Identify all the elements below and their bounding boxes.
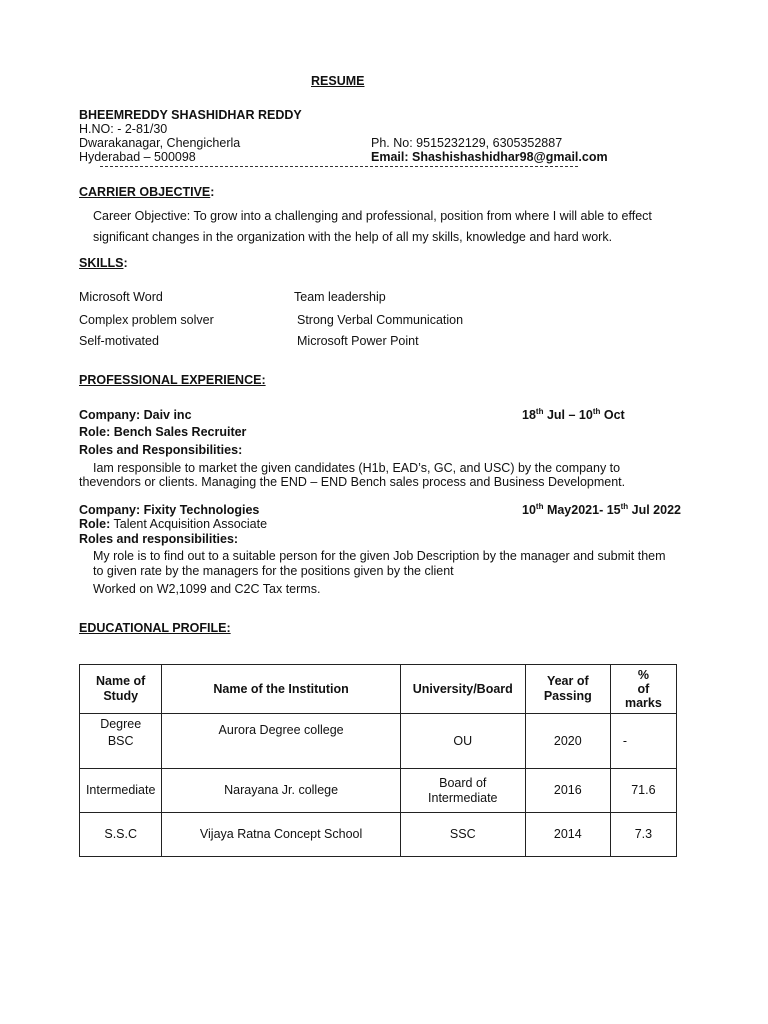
table-header-row <box>80 665 677 714</box>
job-dates <box>522 408 625 423</box>
job-role <box>79 425 246 440</box>
cell-marks: 7.3 <box>610 813 676 857</box>
job-dates-part: Jul – 10 <box>543 408 593 422</box>
job-dates-part: May2021- 15 <box>543 503 621 517</box>
job-description-line: Iam responsible to market the given candidates (H1b, EAD’s, GC, and USC) by the company to <box>93 461 621 475</box>
cell-text: BSC <box>107 734 134 748</box>
experience-heading: PROFESSIONAL EXPERIENCE: <box>79 373 266 387</box>
job-dates-suffix: th <box>535 406 544 416</box>
job-description-line: thevendors or clients. Managing the END – END Bench sales process and Business Development. <box>79 475 626 489</box>
job-dates-part: 18 <box>522 408 536 422</box>
job-role-label: Role: <box>79 517 111 531</box>
cell-text: Degree <box>100 717 142 731</box>
header-text: marks <box>624 696 662 710</box>
objective-line-1: Career Objective: To grow into a challenging and professional, position from where I will able to effect <box>93 209 652 223</box>
header-institution: Name of the Institution <box>162 665 400 714</box>
address-line-1: H.NO: - 2-81/30 <box>79 122 168 136</box>
job-description-line: Worked on W2,1099 and C2C Tax terms. <box>93 582 321 596</box>
job-responsibilities-heading: Roles and responsibilities: <box>79 532 239 546</box>
job-company: Company: Fixity Technologies <box>79 503 260 517</box>
education-table <box>79 664 677 857</box>
cell-study <box>80 714 162 769</box>
job-dates-part: 10 <box>522 503 536 517</box>
cell-year: 2014 <box>525 813 610 857</box>
cell-study: Intermediate <box>80 769 162 813</box>
skill-item: Team leadership <box>294 290 386 304</box>
job-role-label: Role: <box>79 425 111 439</box>
skill-item: Microsoft Power Point <box>297 334 419 348</box>
email-address: Email: Shashishashidhar98@gmail.com <box>371 150 608 164</box>
job-dates-part: Jul 2022 <box>628 503 681 517</box>
skill-item: Self-motivated <box>79 334 159 348</box>
skills-heading <box>79 256 128 271</box>
header-year <box>525 665 610 714</box>
skill-item: Microsoft Word <box>79 290 163 304</box>
header-board: University/Board <box>400 665 525 714</box>
header-text: of <box>637 682 650 696</box>
skill-item: Complex problem solver <box>79 313 214 327</box>
phone-number: Ph. No: 9515232129, 6305352887 <box>371 136 563 150</box>
cell-institution: Aurora Degree college <box>162 714 400 769</box>
job-role <box>79 517 267 532</box>
job-dates-suffix: th <box>535 501 544 511</box>
job-description-line: to given rate by the managers for the positions given by the client <box>93 564 454 578</box>
table-row <box>80 813 677 857</box>
table-row <box>80 714 677 769</box>
header-text: Study <box>103 689 139 703</box>
header-text: % <box>637 668 649 682</box>
document-title: RESUME <box>311 74 365 88</box>
skills-heading-colon: : <box>123 256 128 270</box>
address-line-2: Dwarakanagar, Chengicherla <box>79 136 241 150</box>
cell-year: 2020 <box>525 714 610 769</box>
objective-heading-text: CARRIER OBJECTIVE <box>79 185 211 199</box>
cell-text: Board of <box>439 775 487 790</box>
cell-study: S.S.C <box>80 813 162 857</box>
job-dates-suffix: th <box>620 501 629 511</box>
header-text: Passing <box>543 689 592 703</box>
job-dates-part: Oct <box>600 408 625 422</box>
cell-board: SSC <box>400 813 525 857</box>
cell-board <box>400 769 525 813</box>
skills-heading-text: SKILLS <box>79 256 124 270</box>
objective-heading <box>79 185 214 200</box>
cell-board: OU <box>400 714 525 769</box>
header-text: Year of <box>546 674 589 688</box>
cell-institution: Vijaya Ratna Concept School <box>162 813 400 857</box>
header-study <box>80 665 162 714</box>
skill-item: Strong Verbal Communication <box>297 313 464 327</box>
candidate-name: BHEEMREDDY SHASHIDHAR REDDY <box>79 108 302 122</box>
header-text: Name of <box>96 674 146 688</box>
objective-heading-colon: : <box>210 185 215 199</box>
cell-marks: - <box>610 714 676 769</box>
cell-year: 2016 <box>525 769 610 813</box>
job-description-line: My role is to find out to a suitable person for the given Job Description by the manager and submit them <box>93 549 666 563</box>
table-row <box>80 769 677 813</box>
job-role-value: Bench Sales Recruiter <box>110 425 247 439</box>
job-dates-suffix: th <box>592 406 601 416</box>
cell-marks: 71.6 <box>610 769 676 813</box>
address-line-3: Hyderabad – 500098 <box>79 150 196 164</box>
cell-institution: Narayana Jr. college <box>162 769 400 813</box>
cell-text: Intermediate <box>428 790 498 805</box>
job-role-value: Talent Acquisition Associate <box>110 517 268 531</box>
objective-line-2: significant changes in the organization with the help of all my skills, knowledge and hard work. <box>93 230 613 244</box>
header-marks <box>610 665 676 714</box>
job-company: Company: Daiv inc <box>79 408 192 422</box>
education-heading: EDUCATIONAL PROFILE: <box>79 621 231 635</box>
job-dates <box>522 503 681 518</box>
header-divider <box>100 166 578 167</box>
job-responsibilities-heading: Roles and Responsibilities: <box>79 443 243 457</box>
